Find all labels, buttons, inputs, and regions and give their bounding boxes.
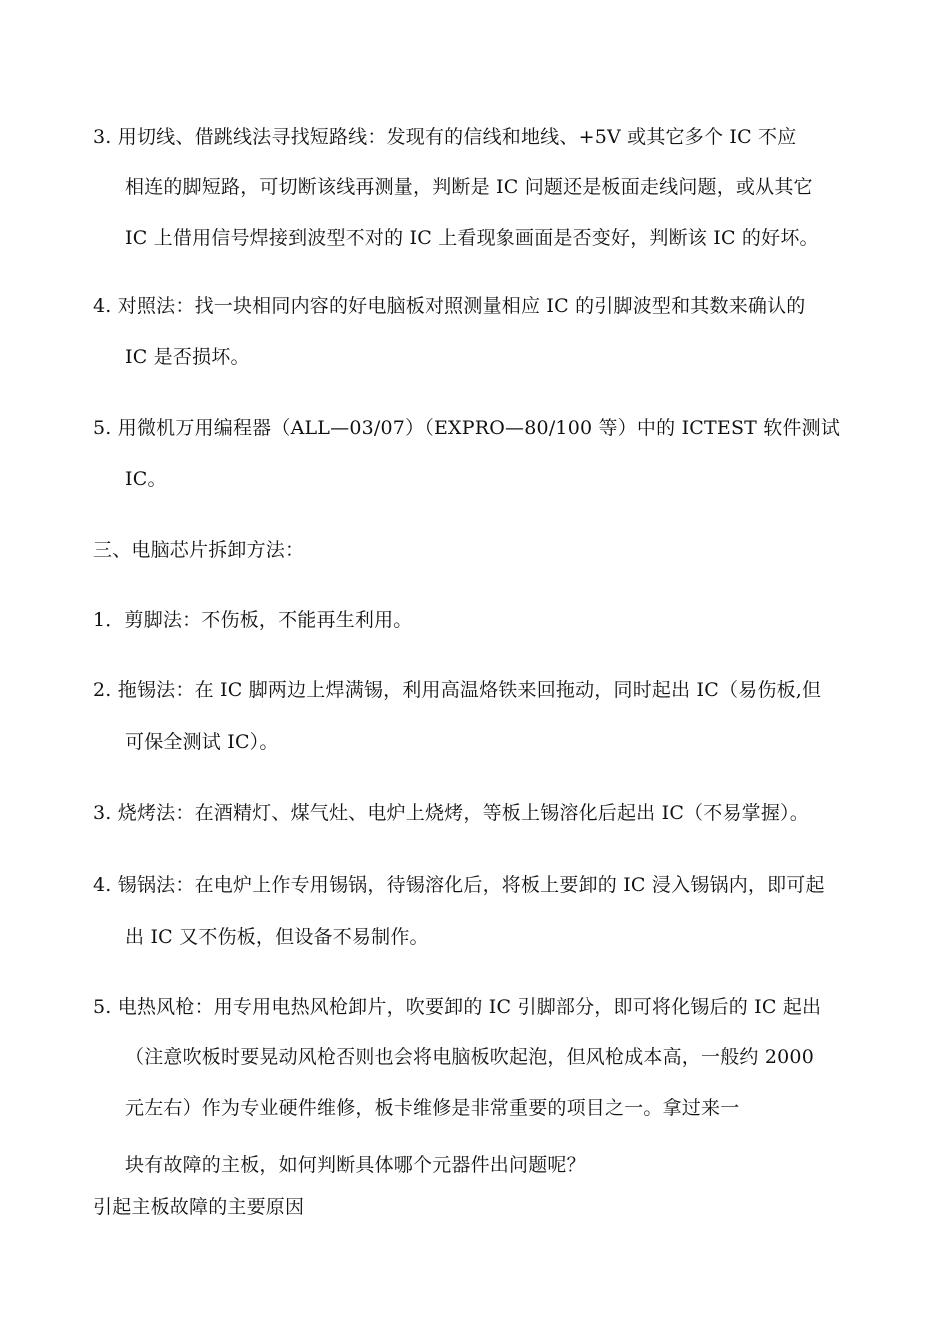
paragraph-line: 4. 锡锅法：在电炉上作专用锡锅，待锡溶化后，将板上要卸的 IC 浸入锡锅内，即可起 — [93, 874, 825, 896]
paragraph-line: 块有故障的主板，如何判断具体哪个元器件出问题呢？ — [125, 1154, 586, 1176]
subsection-heading: 引起主板故障的主要原因 — [93, 1196, 305, 1218]
paragraph-line: （注意吹板时要晃动风枪否则也会将电脑板吹起泡，但风枪成本高，一般约 2000 — [125, 1046, 814, 1068]
paragraph-line: 1．剪脚法：不伤板，不能再生利用。 — [93, 609, 413, 631]
paragraph-line: 出 IC 又不伤板，但设备不易制作。 — [125, 926, 429, 948]
paragraph-line: 相连的脚短路，可切断该线再测量，判断是 IC 问题还是板面走线问题，或从其它 — [125, 176, 813, 198]
paragraph-line: IC。 — [125, 468, 167, 490]
paragraph-line: 2. 拖锡法：在 IC 脚两边上焊满锡，利用高温烙铁来回拖动，同时起出 IC（易伤板,但 — [93, 679, 822, 701]
paragraph-line: 3. 烧烤法：在酒精灯、煤气灶、电炉上烧烤，等板上锡溶化后起出 IC（不易掌握）。 — [93, 802, 809, 824]
paragraph-line: 5. 用微机万用编程器（ALL—03/07）（EXPRO—80/100 等）中的 ICTEST 软件测试 — [93, 417, 841, 439]
paragraph-line: 可保全测试 IC）。 — [125, 731, 279, 753]
paragraph-line: IC 上借用信号焊接到波型不对的 IC 上看现象画面是否变好，判断该 IC 的好坏。 — [125, 227, 819, 249]
paragraph-line: 4. 对照法：找一块相同内容的好电脑板对照测量相应 IC 的引脚波型和其数来确认的 — [93, 295, 806, 317]
paragraph-line: 元左右）作为专业硬件维修，板卡维修是非常重要的项目之一。拿过来一 — [125, 1097, 740, 1119]
paragraph-line: IC 是否损坏。 — [125, 346, 250, 368]
paragraph-line: 3. 用切线、借跳线法寻找短路线：发现有的信线和地线、+5V 或其它多个 IC 不应 — [93, 126, 797, 148]
section-heading: 三、电脑芯片拆卸方法： — [93, 539, 305, 561]
paragraph-line: 5. 电热风枪：用专用电热风枪卸片，吹要卸的 IC 引脚部分，即可将化锡后的 IC 起出 — [93, 996, 822, 1018]
